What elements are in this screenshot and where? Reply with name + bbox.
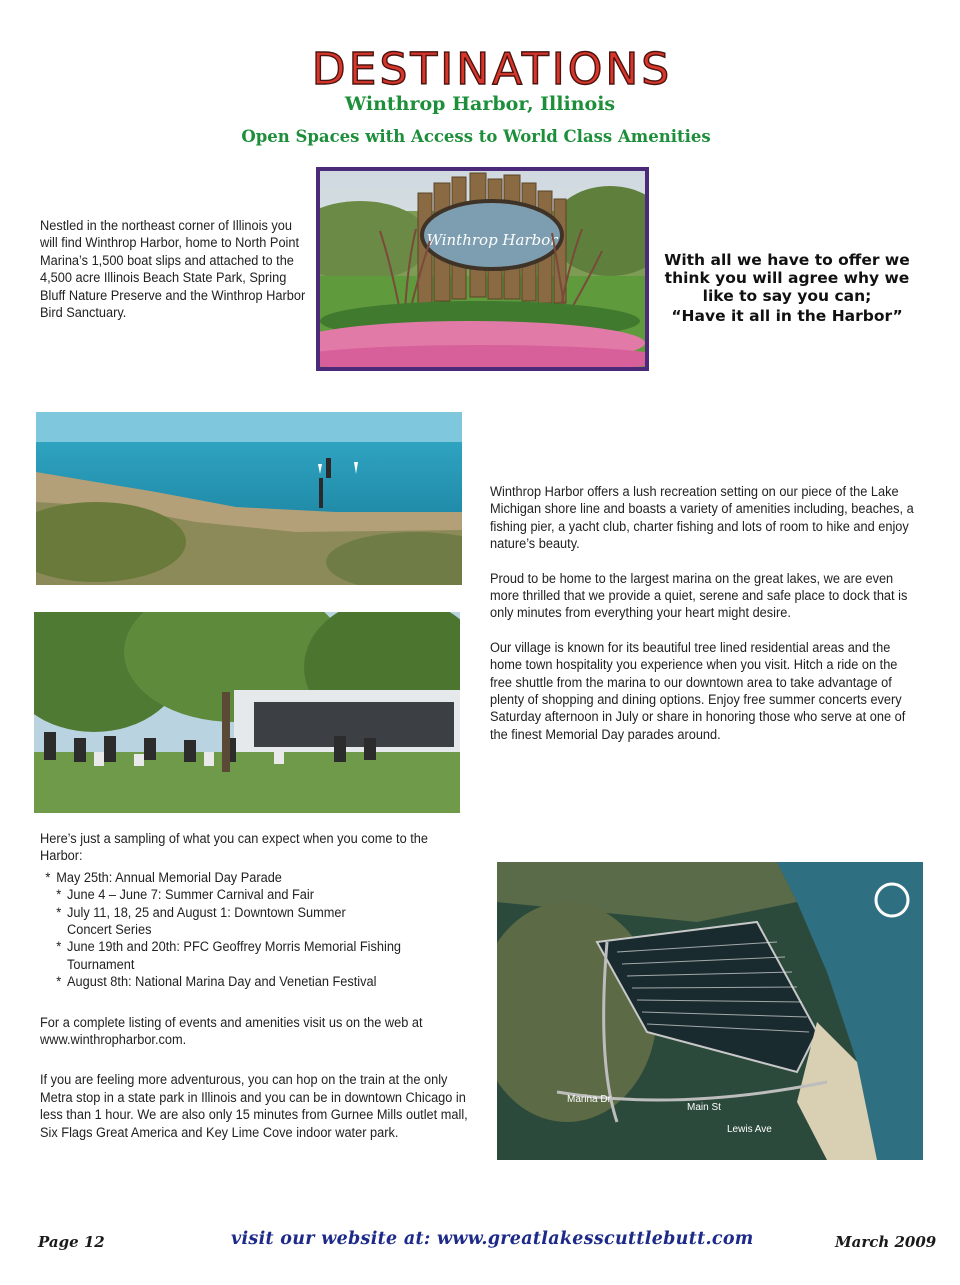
recreation-paragraph: Winthrop Harbor offers a lush recreation setting on our piece of the Lake Michigan shore line and boasts a variety of amenities including, beaches, a fishing pier, a yacht club, charter fishing and lots of room to hike and enjoy nature’s beauty. (490, 484, 914, 553)
concert-illustration (34, 612, 460, 813)
street-label-lewis: Lewis Ave (727, 1124, 772, 1135)
intro-paragraph (40, 218, 310, 322)
web-note: For a complete listing of events and amenities visit us on the web at www.winthropharbor.com. (40, 1014, 423, 1049)
street-label-main: Main St (687, 1102, 721, 1113)
event-item: * June 4 – June 7: Summer Carnival and Fair (56, 887, 472, 904)
events-list (40, 870, 472, 992)
issue-date: March 2009 (835, 1233, 937, 1251)
events-intro: Here’s just a sampling of what you can expect when you come to the Harbor: (40, 831, 429, 865)
intro-text: Nestled in the northeast corner of Illinois you will find Winthrop Harbor, home to North Point Marina’s 1,500 boat slips and attached to the 4,500 acre Illinois Beach State Park, Spring Bluff Nature Preserve and the Winthrop Harbor Bird Sanctuary. (40, 218, 306, 322)
event-item: * August 8th: National Marina Day and Venetian Festival (56, 974, 472, 991)
event-item: * May 25th: Annual Memorial Day Parade (45, 870, 472, 887)
adventure-paragraph: If you are feeling more adventurous, you can hop on the train at the only Metra stop in a state park in Illinois and you can be in downtown Chicago in less than 1 hour. We are also only 15 minutes from Gurnee Mills outlet mall, Six Flags Great America and Key Lime Cove indoor water park. (40, 1072, 468, 1141)
callout-quote: “Have it all in the Harbor” (671, 307, 903, 325)
page-number: Page 12 (38, 1233, 105, 1251)
concert-photo (34, 612, 460, 813)
events-section (40, 831, 472, 1142)
callout-text: With all we have to offer we think you will agree why we like to say you can; (664, 251, 910, 305)
marina-aerial-photo (497, 862, 923, 1160)
article-tagline: Open Spaces with Access to World Class Amenities (241, 127, 711, 146)
harbor-callout (648, 251, 926, 325)
sign-lettering: Winthrop Harbor (426, 231, 558, 249)
event-item: * July 11, 18, 25 and August 1: Downtown Summer Concert Series (56, 905, 380, 940)
beach-illustration (36, 412, 462, 585)
location-subtitle: Winthrop Harbor, Illinois (344, 93, 616, 115)
event-item: * June 19th and 20th: PFC Geoffrey Morris Memorial Fishing Tournament (56, 939, 416, 974)
harbor-sign-illustration (320, 171, 645, 367)
website-link[interactable]: visit our website at: www.greatlakesscuttlebutt.com (231, 1229, 754, 1249)
recreation-text-column (490, 484, 922, 744)
masthead-title: DESTINATIONS (311, 44, 673, 95)
marina-paragraph: Proud to be home to the largest marina on the great lakes, we are even more thrilled that we provide a quiet, serene and safe place to dock that is only minutes from everything your heart might desire. (490, 570, 908, 622)
marina-aerial-illustration (497, 862, 923, 1160)
harbor-sign-photo (316, 167, 649, 371)
beach-photo (36, 412, 462, 585)
street-label-marina: Marina Dr (567, 1094, 611, 1105)
village-paragraph: Our village is known for its beautiful tree lined residential areas and the home town hospitality you experience when you visit. Hitch a ride on the free shuttle from the marina to our downtown area to take advantage of plenty of shopping and dining options. Enjoy free summer concerts every Saturday afternoon in July or share in honoring those who serve at one of the finest Memorial Day parades around. (490, 639, 906, 743)
